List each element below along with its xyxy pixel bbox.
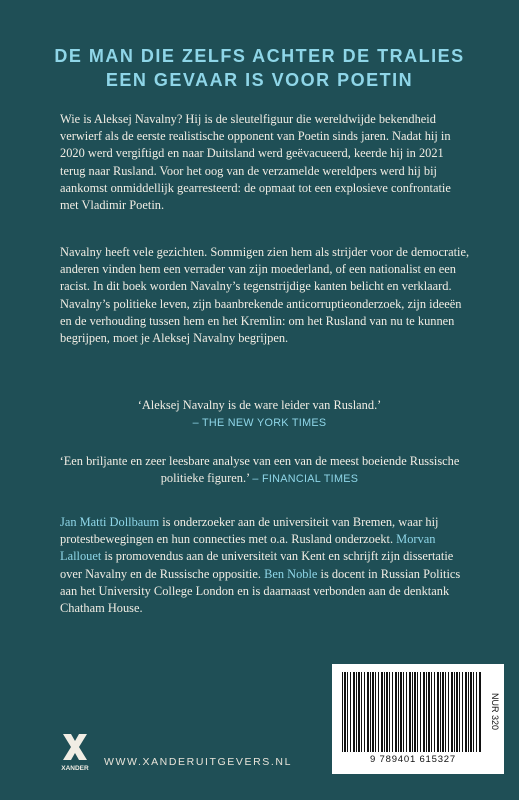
review-quote-1 (40, 397, 479, 433)
author-name: Ben Noble (264, 566, 318, 581)
author-bio-text: is docent in Russian Politics aan het University College London en is daarnaast verbonden aan de denktank Chatham House. (60, 566, 461, 616)
quote-text: ‘Een briljante en zeer leesbare analyse van een van de meest boeiende Russische politieke figuren.’ (59, 454, 460, 486)
quote-source: – FINANCIAL TIMES (252, 473, 359, 486)
headline-line-2: EEN GEVAAR IS VOOR POETIN (105, 70, 414, 90)
blurb-paragraph-2: Navalny heeft vele gezichten. Sommigen zien hem als strijder voor de democratie, anderen vinden hem een verrader van zijn moederland, of een nationalist en een racist. In dit boek worden Navalny’s tegenstrijdige kanten belicht en verklaard. Navalny’s politieke leven, zijn baanbrekende anticorruptieonderzoek, zijn ideeën en de verhouding tussen hem en het Kremlin: om het Rusland van nu te kunnen begrijpen, moet je Aleksej Navalny begrijpen. (60, 245, 470, 346)
author-bios (60, 514, 470, 617)
logo-wordmark: XANDER (61, 765, 89, 772)
nur-code: NUR 320 (490, 693, 500, 731)
quote-source: – THE NEW YORK TIMES (192, 417, 327, 430)
headline-line-1: DE MAN DIE ZELFS ACHTER DE TRALIES (54, 46, 465, 66)
author-name: Jan Matti Dollbaum (60, 515, 160, 529)
back-cover-headline (0, 44, 519, 92)
isbn-barcode (332, 664, 504, 774)
barcode-digits: 9 789401 615327 (370, 754, 456, 765)
publisher-website: WWW.XANDERUITGEVERS.NL (104, 756, 293, 768)
author-bio-text: is onderzoeker aan de universiteit van Bremen, waar hij protestbewegingen en hun connecties met o.a. Rusland onderzoekt. (60, 515, 439, 547)
xander-logo-icon (60, 732, 90, 772)
barcode-bars (342, 672, 482, 752)
blurb-paragraph-1: Wie is Aleksej Navalny? Hij is de sleutelfiguur die wereldwijde bekendheid verwierf als de eerste realistische opponent van Poetin sinds jaren. Nadat hij in 2020 werd vergiftigd en naar Duitsland werd geëvacueerd, keerde hij in 2021 terug naar Rusland. Voor het oog van de verzamelde wereldpers werd hij bij aankomst onmiddellijk gearresteerd: de opmaat tot een explosieve confrontatie met Vladimir Poetin. (60, 112, 451, 213)
author-name: Morvan Lallouet (60, 532, 436, 564)
review-quote-2 (40, 453, 479, 489)
quote-text: ‘Aleksej Navalny is de ware leider van Rusland.’ (137, 398, 382, 412)
author-bio-text: is promovendus aan de universiteit van Kent en schrijft zijn dissertatie over Navalny en de Russische oppositie. (60, 549, 454, 581)
